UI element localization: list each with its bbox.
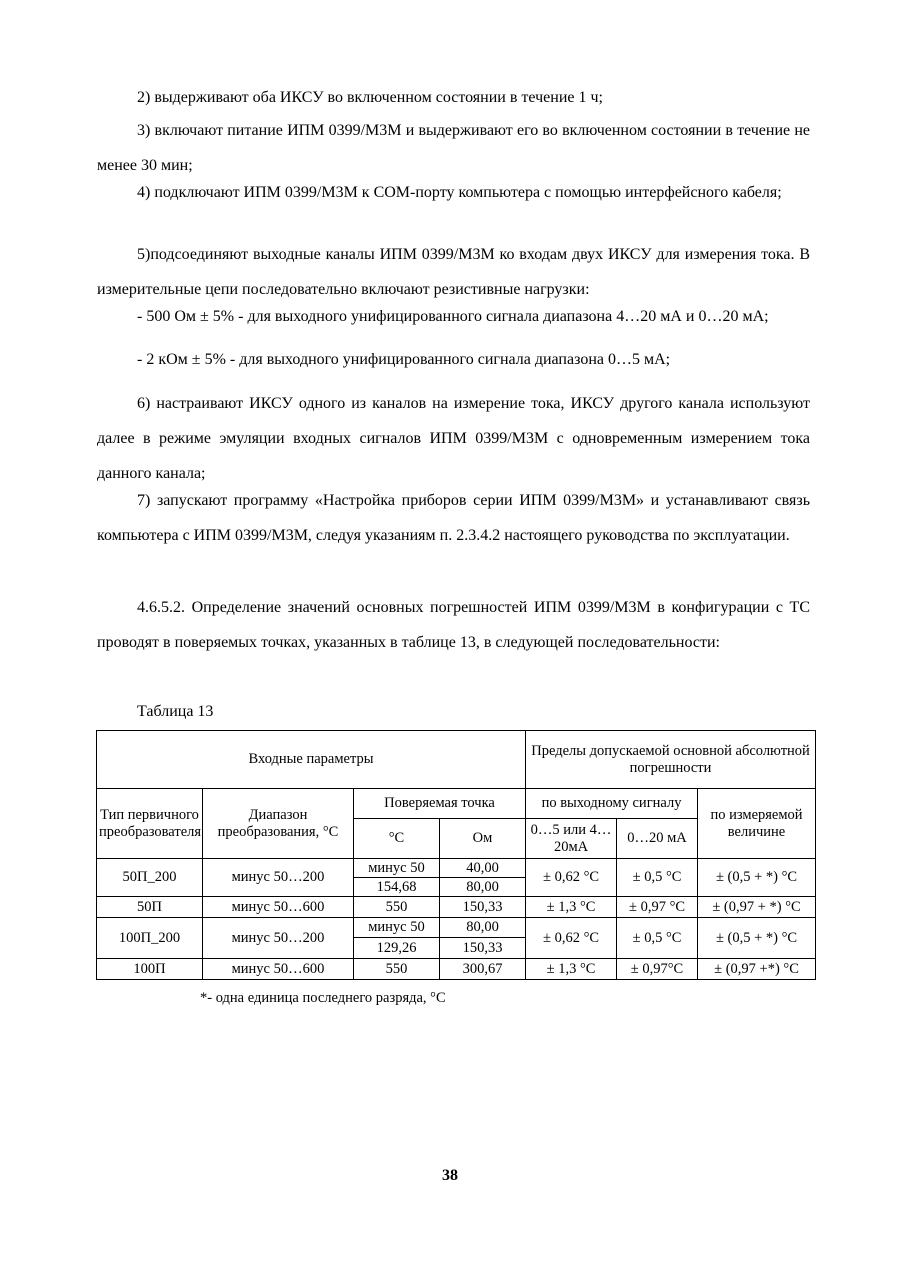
table-row [97,897,816,918]
cell-error-0-5: ± 1,3 °С [526,959,617,980]
table-caption: Таблица 13 [137,703,214,720]
header-check-point: Поверяемая точка [354,789,526,819]
cell-range: минус 50…200 [203,918,354,959]
paragraph-load-2k: - 2 кОм ± 5% - для выходного унифицированного сигнала диапазона 0…5 мА; [137,351,671,368]
table-row [97,959,816,980]
cell-point-c: 129,26 [354,938,440,959]
cell-point-ohm: 40,00 [440,859,526,878]
cell-point-ohm: 80,00 [440,918,526,938]
cell-error-0-20: ± 0,5 °С [617,918,698,959]
table-row [97,918,816,938]
cell-point-ohm: 150,33 [440,897,526,918]
header-sensor-type: Тип первичного преобразователя [97,789,203,859]
header-error-limits: Пределы допускаемой основной абсолютной погрешности [526,731,816,789]
page-number: 38 [442,1167,458,1184]
cell-point-c: 154,68 [354,878,440,897]
table-row [97,859,816,878]
cell-range: минус 50…200 [203,859,354,897]
cell-type: 50П [97,897,203,918]
cell-point-c: 550 [354,897,440,918]
error-limits-table [96,730,816,980]
cell-error-measured: ± (0,5 + *) °С [698,918,816,959]
cell-type: 50П_200 [97,859,203,897]
cell-error-measured: ± (0,5 + *) °С [698,859,816,897]
header-output-signal: по выходному сигналу [526,789,698,819]
header-ohm: Ом [440,819,526,859]
header-0-5-ma: 0…5 или 4…20мА [526,819,617,859]
cell-range: минус 50…600 [203,897,354,918]
header-0-20-ma: 0…20 мА [617,819,698,859]
cell-error-0-5: ± 0,62 °С [526,859,617,897]
cell-type: 100П [97,959,203,980]
cell-error-0-5: ± 1,3 °С [526,897,617,918]
paragraph-step-5: 5)подсоединяют выходные каналы ИПМ 0399/М3М ко входам двух ИКСУ для измерения тока. В измерительные цепи последовательно включают резистивные нагрузки: [97,246,810,298]
cell-error-0-20: ± 0,97°С [617,959,698,980]
paragraph-step-4: 4) подключают ИПМ 0399/М3М к COM-порту компьютера с помощью интерфейсного кабеля; [137,184,782,201]
cell-point-ohm: 150,33 [440,938,526,959]
header-range: Диапазон преобразования, °С [203,789,354,859]
cell-point-ohm: 300,67 [440,959,526,980]
paragraph-step-7: 7) запускают программу «Настройка приборов серии ИПМ 0399/М3М» и устанавливают связь компьютера с ИПМ 0399/М3М, следуя указаниям п. 2.3.4.2 настоящего руководства по эксплуатации. [97,492,810,544]
cell-error-0-5: ± 0,62 °С [526,918,617,959]
header-celsius: °С [354,819,440,859]
table-header-row [97,731,816,789]
table-footnote: *- одна единица последнего разряда, °С [200,990,446,1006]
header-input-params: Входные параметры [97,731,526,789]
table-header-row [97,789,816,819]
paragraph-load-500: - 500 Ом ± 5% - для выходного унифицированного сигнала диапазона 4…20 мА и 0…20 мА; [137,308,769,325]
cell-range: минус 50…600 [203,959,354,980]
cell-error-measured: ± (0,97 +*) °С [698,959,816,980]
paragraph-step-3: 3) включают питание ИПМ 0399/М3М и выдерживают его во включенном состоянии в течение не менее 30 мин; [97,122,810,174]
cell-error-0-20: ± 0,97 °С [617,897,698,918]
cell-type: 100П_200 [97,918,203,959]
cell-point-c: 550 [354,959,440,980]
cell-error-0-20: ± 0,5 °С [617,859,698,897]
paragraph-step-2: 2) выдерживают оба ИКСУ во включенном состоянии в течение 1 ч; [137,89,603,106]
paragraph-step-6: 6) настраивают ИКСУ одного из каналов на измерение тока, ИКСУ другого канала используют далее в режиме эмуляции входных сигналов ИПМ 0399/М3М с одновременным измерением тока данного канала; [97,395,810,482]
cell-point-c: минус 50 [354,859,440,878]
header-measured-value: по измеряемой величине [698,789,816,859]
paragraph-section-4-6-5-2: 4.6.5.2. Определение значений основных погрешностей ИПМ 0399/М3М в конфигурации с ТС проводят в поверяемых точках, указанных в таблице 13, в следующей последовательности: [97,599,810,651]
cell-point-ohm: 80,00 [440,878,526,897]
cell-error-measured: ± (0,97 + *) °С [698,897,816,918]
cell-point-c: минус 50 [354,918,440,938]
